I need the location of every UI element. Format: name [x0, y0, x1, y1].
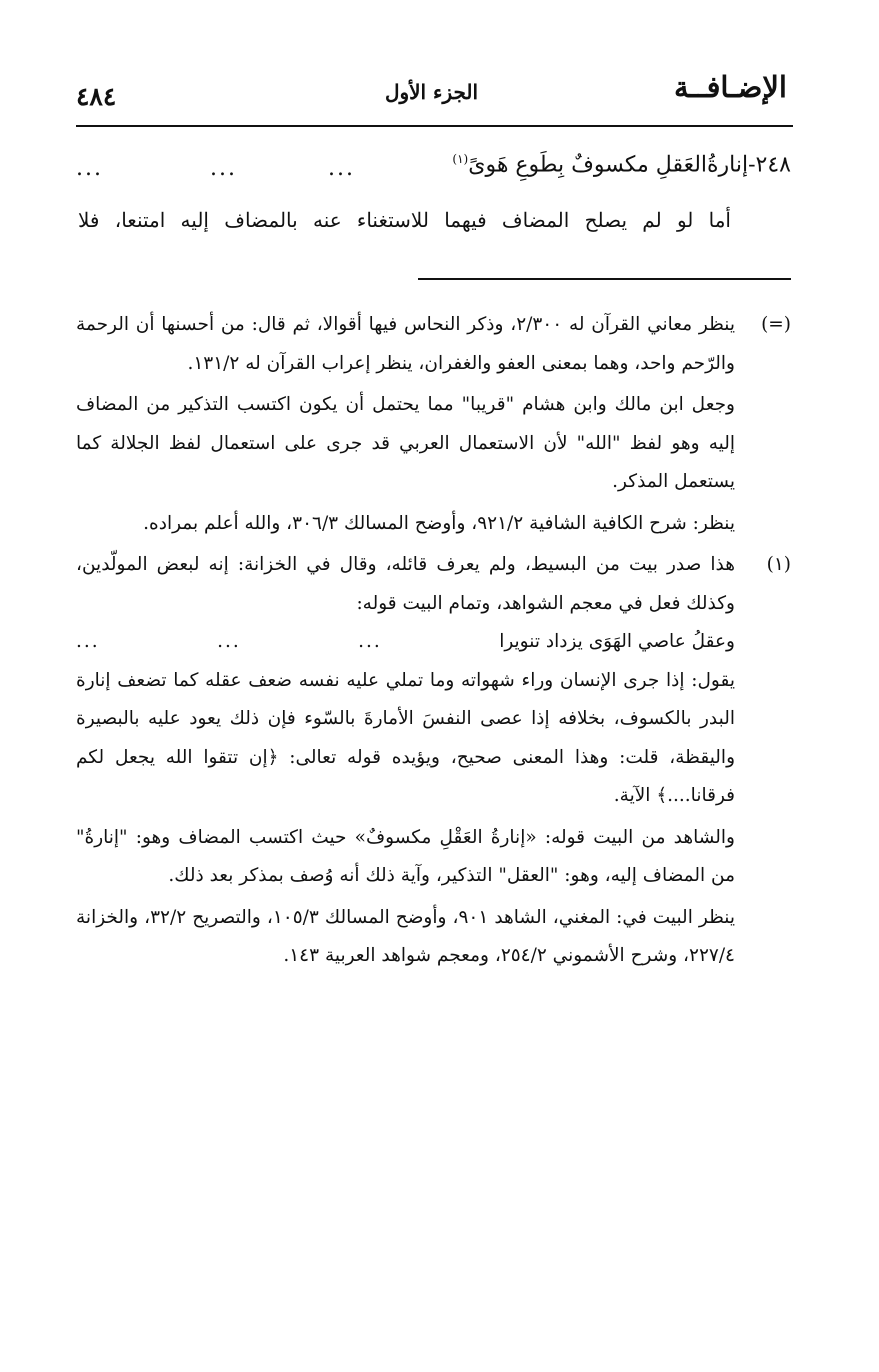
footnote-ref: (١) — [452, 152, 469, 166]
verse-line — [76, 152, 791, 192]
footnote-paragraph: ينظر معاني القرآن له ٢/٣٠٠، وذكر النحاس فيها أقوالا، ثم قال: من أحسنها أن الرحمة والرّحم واحد، وهما بمعنى العفو والغفران، ينظر إعراب القرآن له ١٣١/٢. — [76, 314, 735, 374]
chapter-title: الإضـافــة — [674, 70, 787, 104]
footnote-continued — [76, 306, 791, 383]
page-number: ٤٨٤ — [76, 82, 117, 111]
footnote-paragraph: هذا صدر بيت من البسيط، ولم يعرف قائله، وقال في الخزانة: إنه لبعض المولّدين، وكذلك فعل في معجم الشواهد، وتمام البيت قوله: — [76, 554, 735, 614]
footnotes — [76, 306, 791, 979]
part-title: الجزء الأول — [384, 80, 479, 104]
footnote-paragraph: يقول: إذا جرى الإنسان وراء شهواته وما تملي عليه نفسه ضعف عقله كما تضعف إنارة البدر بالكسوف، بخلافه إذا عصى النفسَ الأمارةَ بالسّوء فإن ذلك يعود عليه بالبصيرة واليقظة، قلت: وهذا المعنى صحيح، ويؤيده قوله تعالى: ﴿إن تتقوا الله يجعل لكم فرقانا....﴾ الآية. — [76, 669, 735, 806]
footnote-continued-2 — [76, 386, 791, 502]
footnote-paragraph: ينظر: شرح الكافية الشافية ٩٢١/٢، وأوضح المسالك ٣٠٦/٣، والله أعلم بمراده. — [143, 512, 735, 534]
footnote-paragraph: والشاهد من البيت قوله: «إنارةُ العَقْلِ مكسوفٌ» حيث اكتسب المضاف وهو: "إنارةُ" من المضاف إليه، وهو: "العقل" التذكير، وآية ذلك أنه وُصف بمذكر بعد ذلك. — [76, 826, 735, 886]
footnote-paragraph: وجعل ابن مالك وابن هشام "قريبا" مما يحتمل أن يكون اكتسب التذكير من المضاف إليه وهو لفظ "الله" لأن الاستعمال العربي قد جرى على استعمال لفظ الجلالة كما يستعمل المذكر. — [76, 394, 735, 492]
footnote-1-continued-2 — [76, 899, 791, 976]
footnote-1 — [76, 546, 791, 816]
verse-dots-3: ... — [328, 156, 355, 181]
poem-dots-1: ... — [76, 631, 100, 652]
verse-dots-2: ... — [210, 156, 237, 181]
footnote-marker: (١) — [766, 554, 791, 575]
footnote-marker: (=) — [761, 314, 791, 335]
page-header — [76, 66, 787, 118]
poem-dots-3: ... — [358, 631, 382, 652]
footnote-1-continued — [76, 819, 791, 896]
poem-text: وعقلُ عاصي الهَوَى يزداد تنويرا — [499, 631, 735, 652]
verse-text: ٢٤٨-إنارةُالعَقلِ مكسوفٌ بِطَوعِ هَوىً — [468, 152, 791, 178]
verse-dots-1: ... — [76, 156, 103, 181]
main-text: أما لو لم يصلح المضاف فيهما للاستغناء عنه بالمضاف إليه امتنعا، فلا — [78, 208, 731, 232]
poem-dots-2: ... — [217, 631, 241, 652]
footnote-continued-3 — [76, 505, 791, 544]
footnote-rule — [418, 278, 791, 280]
footnote-paragraph: ينظر البيت في: المغني، الشاهد ٩٠١، وأوضح المسالك ١٠٥/٣، والتصريح ٣٢/٢، والخزانة ٢٢٧/٤، وشرح الأشموني ٢٥٤/٢، ومعجم شواهد العربية ١٤٣. — [76, 906, 736, 966]
header-rule — [76, 125, 793, 127]
poem-line — [76, 623, 735, 662]
verse-text-wrap — [452, 152, 791, 177]
